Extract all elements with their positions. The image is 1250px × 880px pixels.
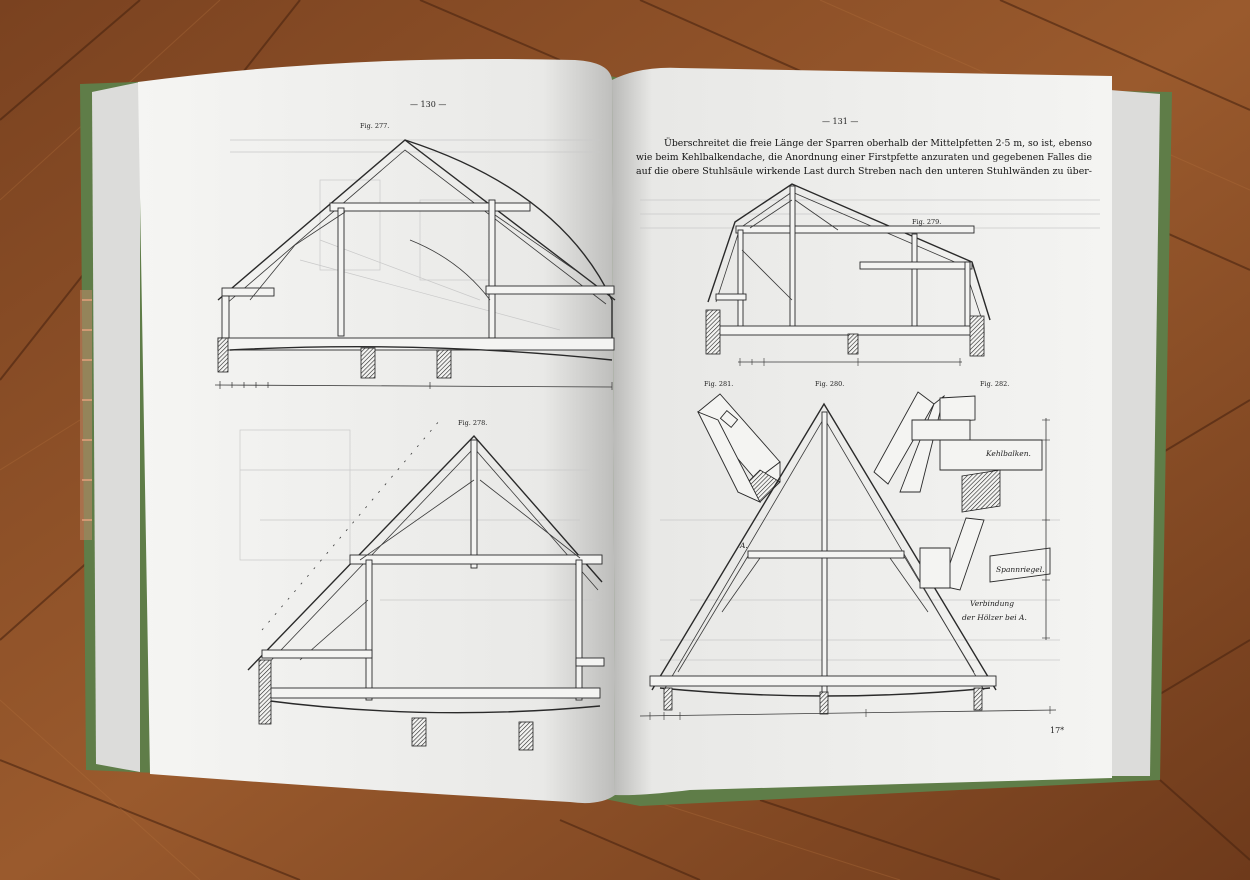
paragraph-line-3: auf die obere Stuhlsäule wirkende Last durch Streben nach den unteren Stuhlwänden zu über- [636,167,1092,177]
joint-caption-line-1: Verbindung [970,599,1015,608]
paragraph-line-2: wie beim Kehlbalkendache, die Anordnung einer Firstpfette anzuraten und gegebenen Falles die [636,153,1092,163]
fig-280-caption: Fig. 280. [815,380,845,388]
footer-signature-mark: 17* [1050,726,1065,735]
left-page-number: — 130 — [410,100,447,109]
paragraph-line-1: Überschreitet die freie Länge der Sparren oberhalb der Mittelpfetten 2·5 m, so ist, ebenso [664,139,1079,149]
fig-277-caption: Fig. 277. [360,122,390,130]
fig-278-caption: Fig. 278. [458,419,488,427]
body-paragraph [636,137,1092,177]
fig-279-caption: Fig. 279. [912,218,942,226]
point-a-label: A. [740,541,748,550]
fig-281-caption: Fig. 281. [704,380,734,388]
joint-caption-line-2: der Hölzer bei A. [962,613,1027,622]
kehlbalken-label: Kehlbalken. [986,449,1031,458]
right-page-number: — 131 — [822,117,859,126]
spannriegel-label: Spannriegel. [996,565,1045,574]
fig-282-caption: Fig. 282. [980,380,1010,388]
